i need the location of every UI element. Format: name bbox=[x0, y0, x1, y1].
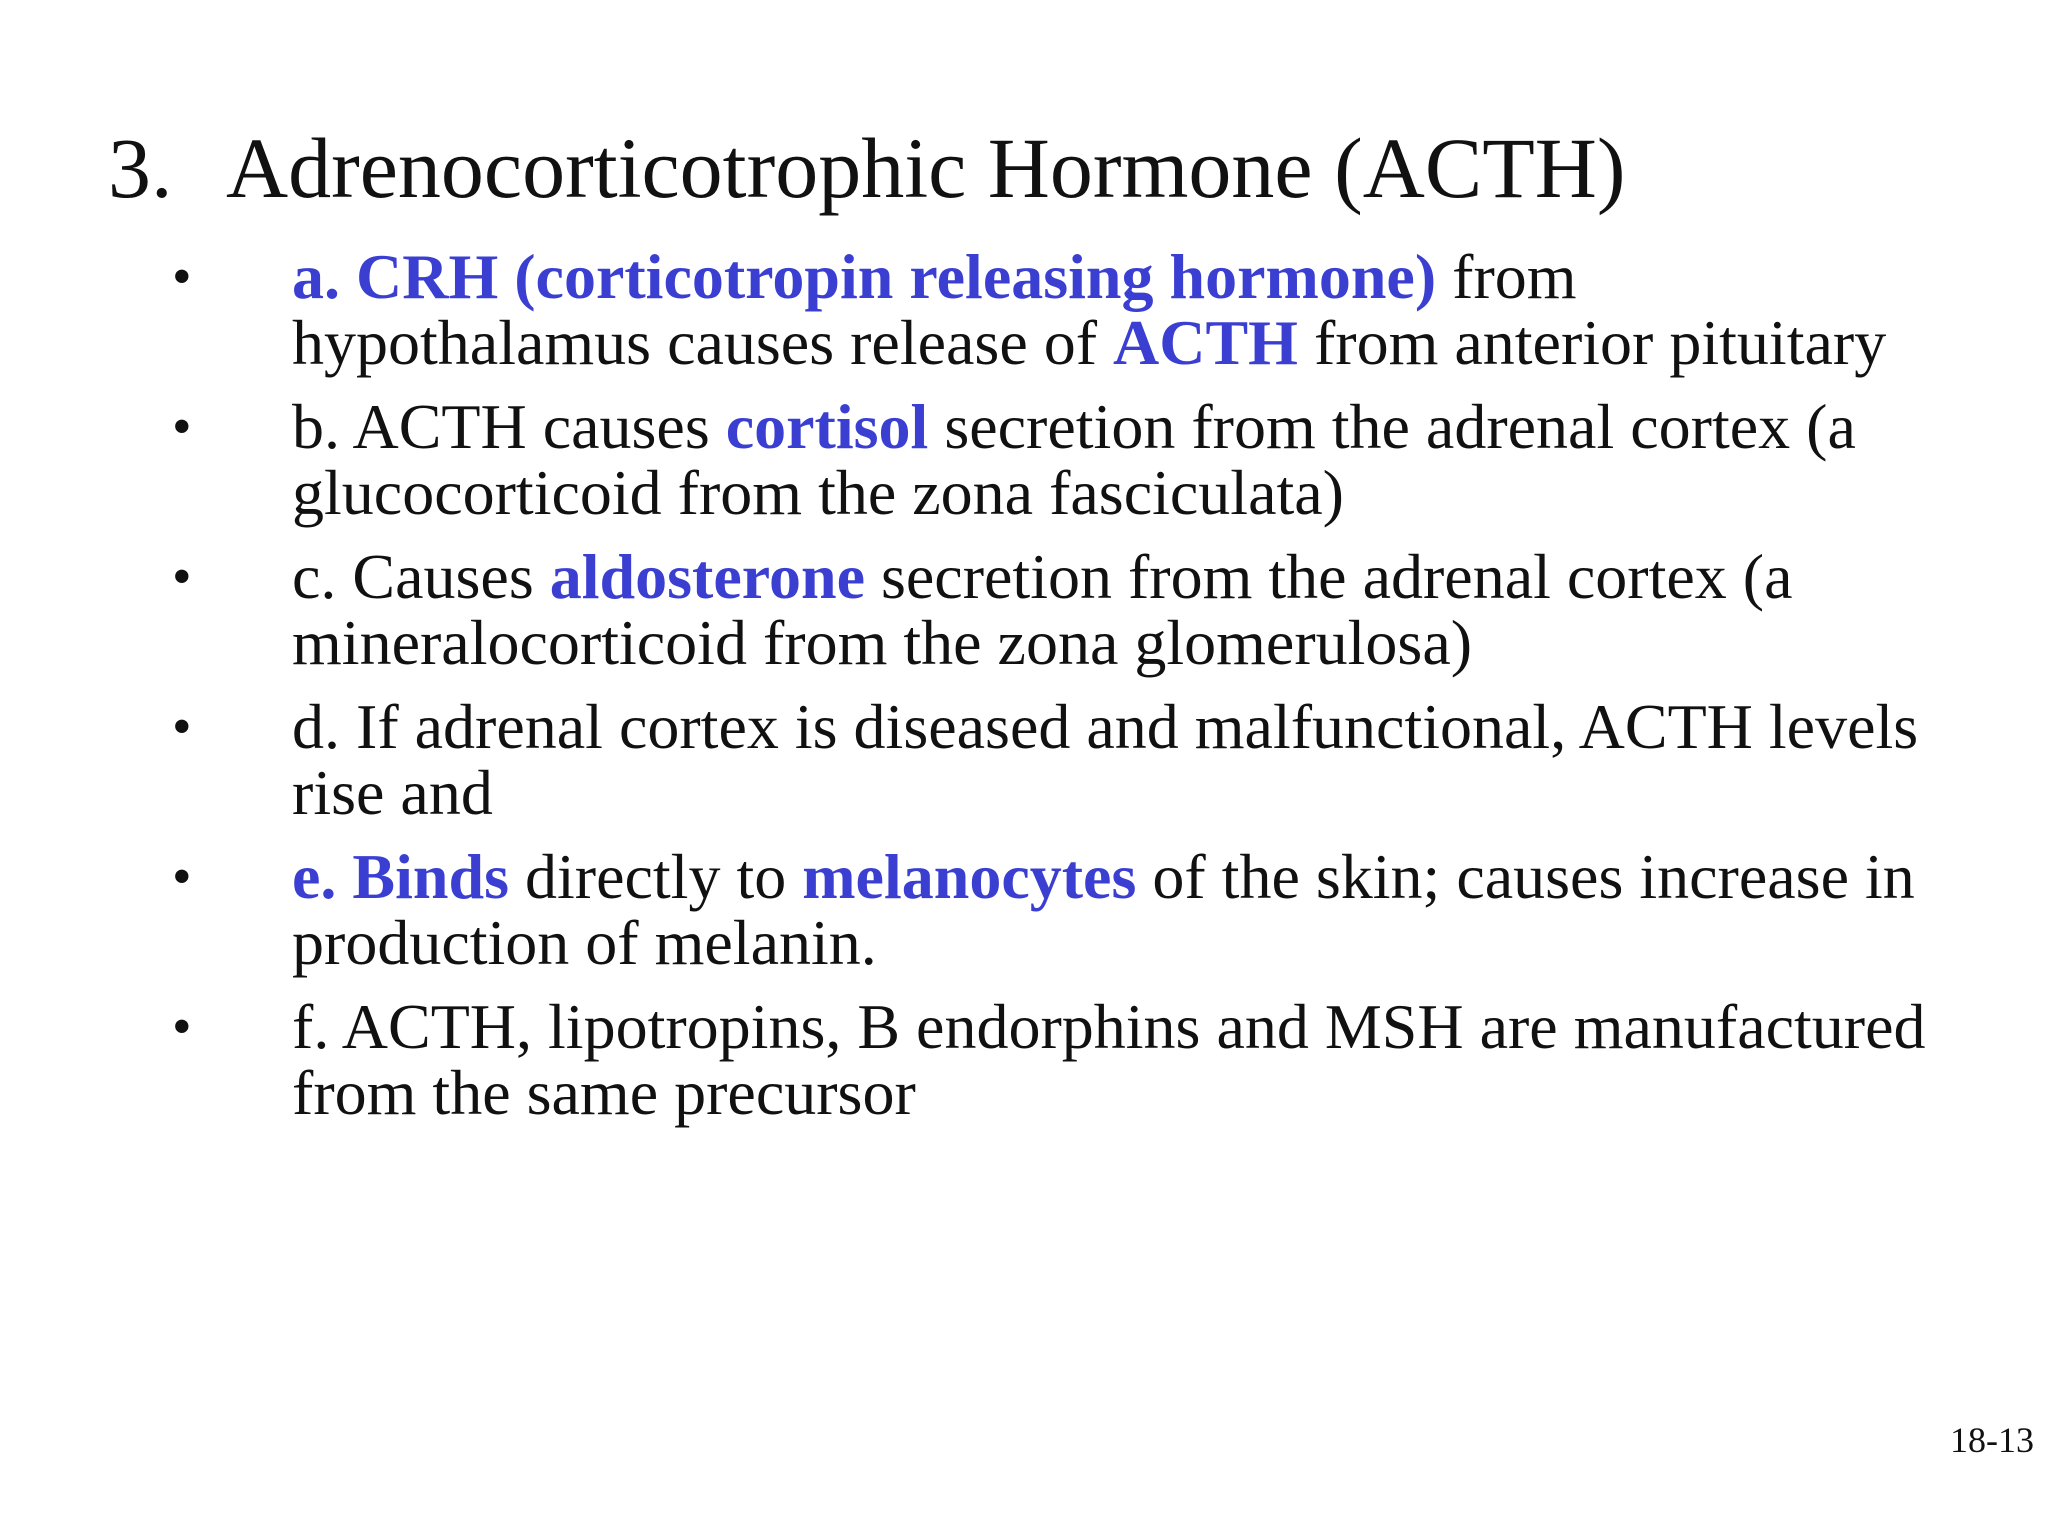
highlight-aldosterone: aldosterone bbox=[549, 541, 865, 612]
bullet-text: f. ACTH, lipotropins, B endorphins and MSH are manufactured from the same precursor bbox=[292, 991, 1926, 1128]
bullet-text: from anterior pituitary bbox=[1297, 307, 1887, 378]
bullet-item-a bbox=[172, 241, 1932, 378]
slide-number: 18-13 bbox=[1950, 1420, 2034, 1460]
title-number: 3. bbox=[108, 120, 173, 216]
bullet-text: of the skin; causes increase in production of melanin. bbox=[292, 841, 1915, 978]
bullet-item-b bbox=[172, 391, 1932, 528]
highlight-melanocytes: melanocytes bbox=[802, 841, 1137, 912]
bullet-list bbox=[172, 241, 1932, 1144]
bullet-text: d. If adrenal cortex is diseased and malfunctional, ACTH levels rise and bbox=[292, 691, 1919, 828]
highlight-cortisol: cortisol bbox=[725, 391, 929, 462]
bullet-text: directly to bbox=[508, 841, 803, 912]
bullet-item-e bbox=[172, 841, 1932, 978]
bullet-dot-icon: • bbox=[172, 846, 192, 908]
bullet-text: c. Causes bbox=[292, 541, 550, 612]
bullet-dot-icon: • bbox=[172, 546, 192, 608]
bullet-item-c bbox=[172, 541, 1932, 678]
bullet-dot-icon: • bbox=[172, 696, 192, 758]
highlight-acth: ACTH bbox=[1113, 307, 1298, 378]
bullet-dot-icon: • bbox=[172, 396, 192, 458]
bullet-item-d bbox=[172, 691, 1932, 828]
bullet-text: b. ACTH causes bbox=[292, 391, 726, 462]
bullet-text: from hypothalamus causes release of bbox=[292, 241, 1577, 378]
bullet-dot-icon: • bbox=[172, 246, 192, 308]
title-text: Adrenocorticotrophic Hormone (ACTH) bbox=[226, 120, 1626, 216]
bullet-item-f bbox=[172, 991, 1932, 1128]
highlight-crh: a. CRH (corticotropin releasing hormone) bbox=[292, 241, 1437, 312]
slide-title bbox=[108, 118, 1625, 218]
bullet-text: secretion from the adrenal cortex (a mineralocorticoid from the zona glomerulosa) bbox=[292, 541, 1793, 678]
bullet-text: secretion from the adrenal cortex (a glucocorticoid from the zona fasciculata) bbox=[292, 391, 1856, 528]
bullet-dot-icon: • bbox=[172, 996, 192, 1058]
highlight-binds: e. Binds bbox=[292, 841, 509, 912]
